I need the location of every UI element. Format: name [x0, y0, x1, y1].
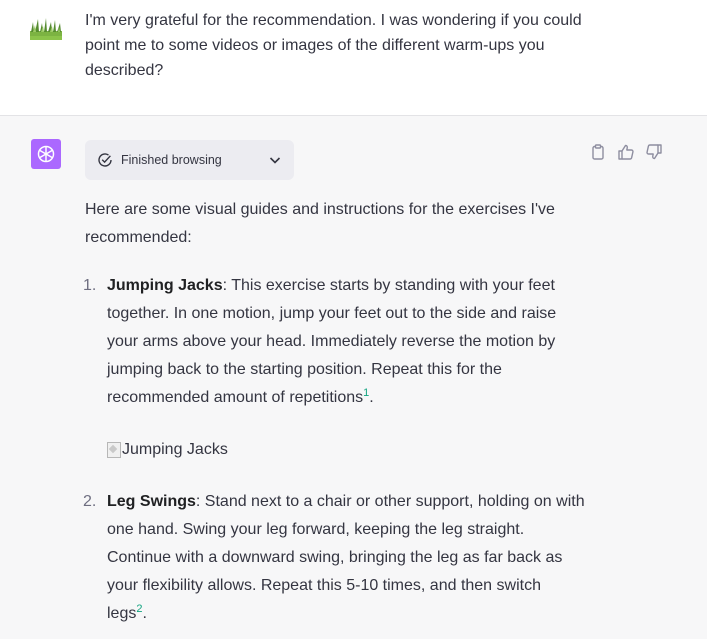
citation-link[interactable]: 2: [136, 603, 143, 615]
check-circle-icon: [97, 152, 113, 168]
message-actions: [589, 143, 663, 161]
list-number: 1.: [83, 277, 97, 294]
broken-image-icon: [107, 442, 121, 458]
answer-intro: Here are some visual guides and instructions for the exercises I've recommended:: [85, 201, 555, 246]
exercise-description: : Stand next to a chair or other support, holding on with one hand. Swing your leg forward, keeping the leg straight. Continue with a downward swing, bringing the leg as far back as your flexibility allows. Repeat this 5-10 times, and then switch legs: [107, 493, 585, 622]
sentence-end: .: [142, 605, 147, 622]
clipboard-icon[interactable]: [589, 143, 607, 161]
thumbs-up-icon[interactable]: [617, 143, 635, 161]
exercise-title: Jumping Jacks: [107, 277, 223, 294]
browsing-status-toggle[interactable]: [85, 140, 294, 180]
openai-logo-icon: [31, 139, 61, 169]
user-message-row: [0, 0, 707, 116]
list-item: [85, 272, 585, 470]
sentence-end: .: [369, 389, 374, 406]
exercise-description: : This exercise starts by standing with your feet together. In one motion, jump your feet out to the side and raise your arms above your head. Immediately reverse the motion by jumping back to the starting position. Repeat this for the recommended amount of repetitions: [107, 277, 557, 406]
assistant-answer: [85, 196, 585, 628]
browsing-status-label: Finished browsing: [121, 153, 222, 167]
user-message-text: I'm very grateful for the recommendation. I was wondering if you could point me to some videos or images of the different warm-ups you described?: [85, 12, 582, 79]
exercise-image: [107, 430, 585, 470]
assistant-message-row: [0, 116, 707, 639]
list-number: 2.: [83, 493, 97, 510]
grass-avatar-icon: [30, 14, 62, 40]
exercise-list: [85, 272, 585, 628]
list-item: [85, 488, 585, 628]
exercise-title: Leg Swings: [107, 493, 196, 510]
chevron-down-icon: [268, 153, 282, 167]
image-alt-text: Jumping Jacks: [122, 441, 228, 458]
thumbs-down-icon[interactable]: [645, 143, 663, 161]
citation-link[interactable]: 1: [363, 387, 370, 399]
